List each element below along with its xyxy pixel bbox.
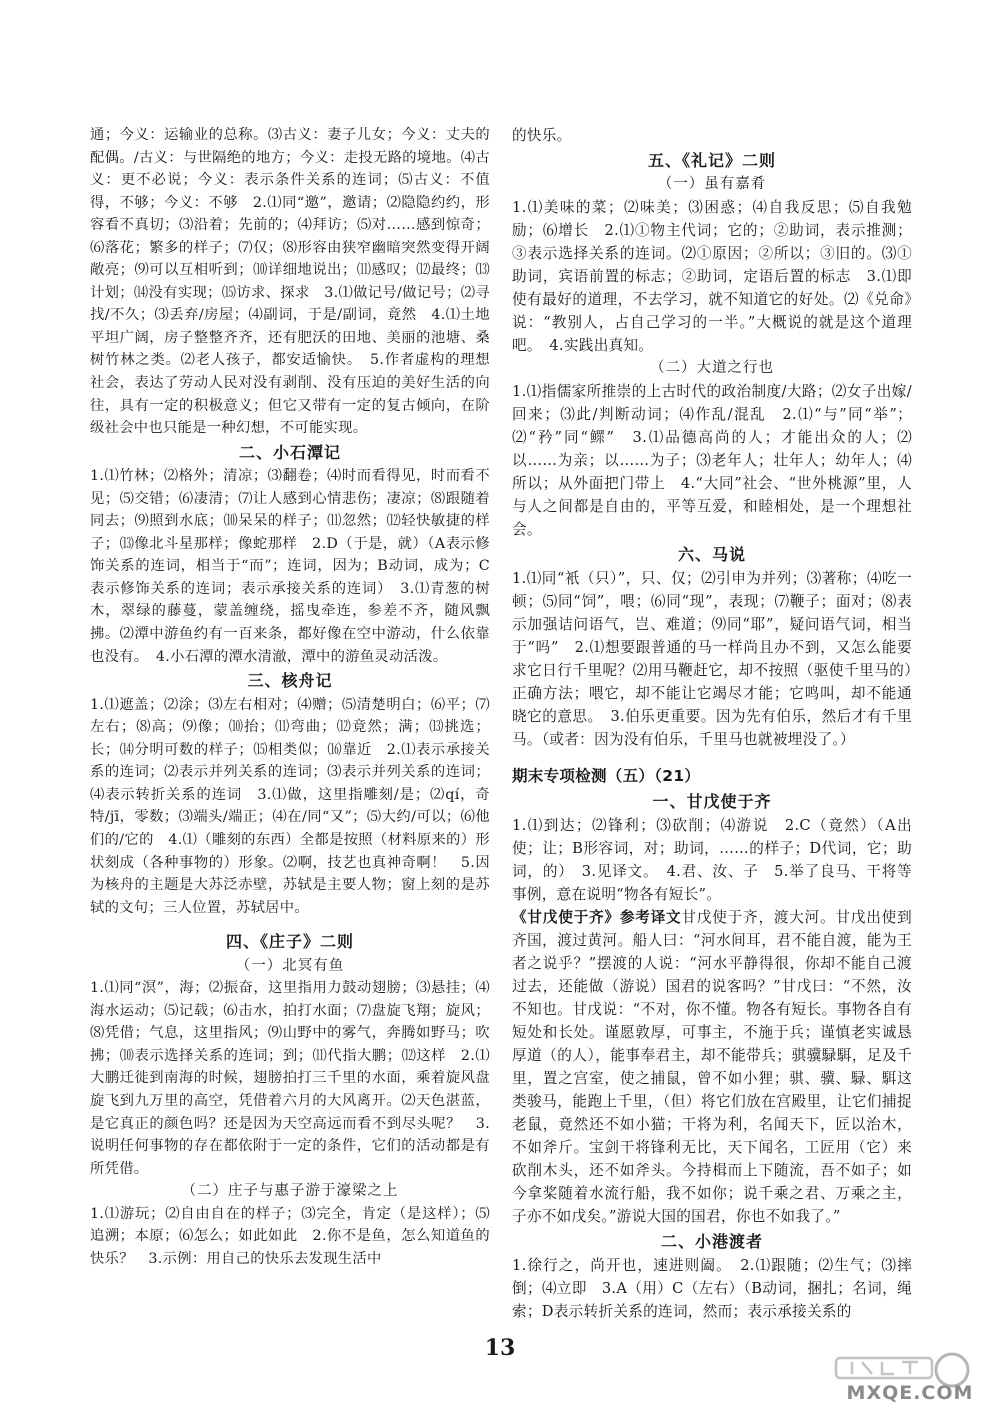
subsection-heading: （一）北冥有鱼 bbox=[235, 957, 345, 974]
page-number: 13 bbox=[484, 1335, 516, 1361]
answer-paragraph: 1.⑴遮盖；⑵涂；⑶左右相对；⑷赠；⑸清楚明白；⑹平；⑺左右；⑻高；⑼像；⑽抬；⑾弯曲；⑿竟然；满；⒀挑选；长；⒁分明可数的样子；⒂相类似；⒃靠近 2.⑴表示承接关系的连词；⑵表示并列关系的连词；⑶表示并列关系的连词；⑷表示转折关系的连词 3.⑴做，这里指雕刻/是；⑵qí，奇特/jī，零数；⑶端头/端正；⑷在/同“又”；⑸大约/可以；⑹他们的/它的 4.⑴（雕刻的东西）全都是按照（材料原来的）形状刻成（各种事物的）形象。⑵啊，技艺也真神奇啊！ 5.因为核舟的主题是大苏泛赤壁，苏轼是主要人物；窗上刻的是苏轼的文句；三人位置，苏轼居中。 bbox=[90, 696, 490, 916]
right-column bbox=[512, 124, 912, 1323]
section-heading: 四、《庄子》二则 bbox=[225, 932, 354, 952]
section-heading: 六、马说 bbox=[677, 545, 746, 564]
answer-paragraph: 1.徐行之，尚开也，速进则阖。 2.⑴跟随；⑵生气；⑶摔倒；⑷立即 3.A（用）C（左右）（B动词，捆扎；名词，绳索；D表示转折关系的连词，然而；表示承接关系的 bbox=[512, 1257, 912, 1320]
translation-paragraph bbox=[512, 906, 912, 1228]
section-heading: 五、《礼记》二则 bbox=[647, 151, 776, 170]
subsection-heading: （二）大道之行也 bbox=[650, 360, 774, 376]
translation-title: 《甘戊使于齐》参考译文 bbox=[512, 909, 682, 926]
left-column bbox=[90, 124, 490, 1270]
answer-paragraph: 1.⑴同“衹（只）”，只、仅；⑵引申为并列；⑶著称；⑷吃一顿；⑸同“饲”，喂；⑹同“现”，表现；⑺鞭子；面对；⑻表示加强诘问语气，岂、难道；⑼同“耶”，疑问语气词，相当于“吗” 2.⑴想要跟普通的马一样尚且办不到，又怎么能要求它日行千里呢？⑵用马鞭赶它，却不按照（驱使千里马的）正确方法；喂它，却不能让它竭尽才能；它鸣叫，却不能通晓它的意思。 3.伯乐更重要。因为先有伯乐，然后才有千里马。（或者：因为没有伯乐，千里马也就被埋没了。） bbox=[512, 570, 912, 748]
answer-paragraph: 1.⑴竹林；⑵格外；清凉；⑶翻卷；⑷时而看得见，时而看不见；⑸交错；⑹凄清；⑺让人感到心情悲伤；凄凉；⑻跟随着同去；⑼照到水底；⑽呆呆的样子；⑾忽然；⑿轻快敏捷的样子；⒀像北斗星那样；像蛇那样 2.D（于是，就）（A表示修饰关系的连词，相当于“而”；连词，因为；B动词，成为；C表示修饰关系的连词；表示承接关系的连词） 3.⑴青葱的树木，翠绿的藤蔓，蒙盖缠绕，摇曳牵连，参差不齐，随风飘拂。⑵潭中游鱼约有一百来条，都好像在空中游动，什么依靠也没有。 4.小石潭的潭水清澈，潭中的游鱼灵动活泼。 bbox=[90, 468, 490, 665]
section-heading: 一、甘戊使于齐 bbox=[652, 792, 772, 811]
answer-paragraph: 1.⑴到达；⑵锋利；⑶砍削；⑷游说 2.C（竟然）（A出使；让；B形容词，对；助词，……的样子；D代词，它；助词，的） 3.见译文。 4.君、汝、子 5.举了良马、干将等事例，意在说明“物各有短长”。 bbox=[512, 817, 912, 903]
subsection-heading: （一）虽有嘉肴 bbox=[657, 176, 767, 192]
answer-paragraph: 1.⑴同“溟”，海；⑵振奋，这里指用力鼓动翅膀；⑶悬挂；⑷海水运动；⑸记载；⑹击水，拍打水面；⑺盘旋飞翔；旋风；⑻凭借；气息，这里指风；⑼山野中的雾气，奔腾如野马；吹拂；⑽表示选择关系的连词；到；⑾代指大鹏；⑿这样 2.⑴大鹏迁徙到南海的时候，翅膀拍打三千里的水面，乘着旋风盘旋飞到九万里的高空，凭借着六月的大风离开。⑵天色湛蓝，是它真正的颜色吗？还是因为天空高远而看不到尽头呢？ 3.说明任何事物的存在都依附于一定的条件，它们的活动都是有所凭借。 bbox=[90, 980, 490, 1177]
answer-paragraph: 1.⑴指儒家所推崇的上古时代的政治制度/大路；⑵女子出嫁/回来；⑶此/判断动词；⑷作乱/混乱 2.⑴“与”同“举”；⑵“矜”同“鳏” 3.⑴品德高尚的人；才能出众的人；⑵以……为亲；以……为子；⑶老年人；壮年人；幼年人；⑷所以；从外面把门带上 4.“大同”社会、“世外桃源”里，人与人之间都是自由的，平等互爱，和睦相处，是一个理想社会。 bbox=[512, 383, 912, 538]
answer-paragraph: 1.⑴游玩；⑵自由自在的样子；⑶完全，肯定（是这样）；⑸追溯；本原；⑹怎么；如此如此 2.你不是鱼，怎么知道鱼的快乐？ 3.示例：用自己的快乐去发现生活中 bbox=[90, 1205, 490, 1267]
answer-paragraph: 1.⑴美味的菜；⑵味美；⑶困惑；⑷自我反思；⑸自我勉励；⑹增长 2.⑴①物主代词；它的；②助词，表示推测；③表示选择关系的连词。⑵①原因；②所以；③旧的。⑶①助词，宾语前置的标志；②助词，定语后置的标志 3.⑴即使有最好的道理，不去学习，就不知道它的好处。⑵《兑命》说：“教别人，占自己学习的一半。”大概说的就是这个道理吧。 4.实践出真知。 bbox=[512, 199, 912, 354]
answer-paragraph: 通；今义：运输业的总称。⑶古义：妻子儿女；今义：丈夫的配偶。/古义：与世隔绝的地方；今义：走投无路的境地。⑷古义：更不必说；今义：表示条件关系的连词；⑸古义：不值得，不够；今义：不够 2.⑴同“邀”，邀请；⑵隐隐约约，形容看不真切；⑶沿着；先前的；⑷拜访；⑸对……感到惊奇；⑹落花；繁多的样子；⑺仅；⑻形容由狭窄幽暗突然变得开阔敞亮；⑼可以互相听到；⑽详细地说出；⑾感叹；⑿最终；⒀计划；⒁没有实现；⒂访求、探求 3.⑴做记号/做记号；⑵寻找/不久；⑶丢弃/房屋；⑷副词，于是/副词，竟然 4.⑴土地平坦广阔，房子整整齐齐，还有肥沃的田地、美丽的池塘、桑树竹林之类。⑵老人孩子，都安适愉快。 5.作者虚构的理想社会，表达了劳动人民对没有剥削、没有压迫的美好生活的向往，具有一定的积极意义；但它又带有一定的复古倾向，在阶级社会中也只能是一种幻想，不可能实现。 bbox=[90, 127, 490, 437]
subsection-heading: （二）庄子与惠子游于濠梁之上 bbox=[181, 1183, 399, 1200]
section-heading: 二、小港渡者 bbox=[660, 1232, 763, 1251]
answer-paragraph: 的快乐。 bbox=[512, 127, 572, 144]
section-heading: 二、小石潭记 bbox=[238, 442, 341, 462]
exam-heading: 期末专项检测（五）（21） bbox=[512, 767, 701, 785]
watermark-text: MXQE.COM bbox=[846, 1382, 974, 1404]
section-heading: 三、核舟记 bbox=[247, 671, 333, 691]
spacer bbox=[90, 919, 490, 929]
translation-text: 甘戊使于齐，渡大河。甘戊出使到齐国，渡过黄河。船人曰：“河水间耳，君不能自渡，能为王者之说乎？”摆渡的人说：“河水平静得很，你却不能自己渡过去，还能做（游说）国君的说客吗？”甘戊曰：“不然，汝不知也。甘戊说：“不对，你不懂。物各有短长。事物各自有短处和长处。谨愿敦厚，可事主，不施于兵；谨慎老实诚恳厚道（的人），能事奉君主，却不能带兵；骐骥騄駬，足及千里，置之宫室，使之捕鼠，曾不如小狸；骐、骥、騄、駬这类骏马，能跑上千里，（但）将它们放在宫殿里，让它们捕捉老鼠，竟然还不如小猫；干将为利，名闻天下，匠以治木，不如斧斤。宝剑干将锋利无比，天下闻名，工匠用（它）来砍削木头，还不如斧头。今持楫而上下随流，吾不如子；如今拿桨随着水流行船，我不如你；说千乘之君、万乘之主，子亦不如戊矣。”游说大国的国君，你也不如我了。” bbox=[512, 909, 912, 1225]
